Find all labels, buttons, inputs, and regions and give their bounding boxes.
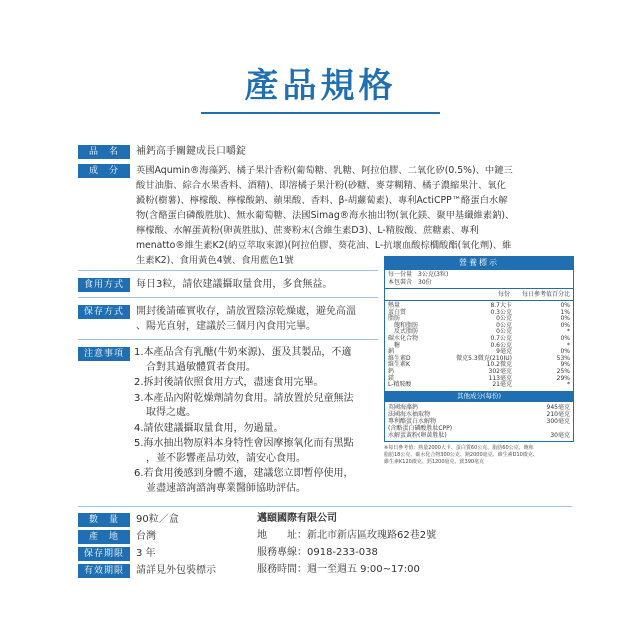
note-item: 5.海水抽出物原料本身特性會因摩擦氧化而有黑點 ，並不影響產品功效，請安心食用。 — [134, 438, 354, 464]
note-item: 1.本產品含有乳醣(牛奶來源)、蛋及其製品，不適 合對其過敏體質者食用。 — [134, 347, 352, 373]
title-underline — [201, 112, 440, 114]
divider — [78, 506, 572, 507]
other-ingredient-row: 水解蛋黃粉(卵黃胜肽) 30毫克 — [388, 431, 570, 439]
company-hours: 服務時間：週一至週五 9:00~17:00 — [257, 564, 420, 575]
label-expiry: 有效期限 — [78, 564, 130, 578]
storage-text — [136, 304, 376, 334]
ingredients-line: 物(含酪蛋白磷酸胜肽)、無水葡萄糖、法國Simag®海水抽出物(氧化鎂、聚甲基纖維素鈉)、 — [136, 210, 515, 221]
ingredients-text — [136, 163, 606, 268]
storage-line: 開封後請確實收存，請放置陰涼乾燥處，避免高溫 — [136, 306, 356, 317]
note-item: 3.本產品內附乾燥劑請勿食用。請放置於兒童無法 取得之處。 — [134, 392, 354, 418]
nutrition-header: 營養標示 — [384, 256, 574, 270]
nutrition-row: 蛋白質 0.3公克 1% — [388, 308, 570, 316]
nutrition-row: L-精胺酸 21毫克 * — [388, 381, 570, 389]
ingredients-line: 酸甘油脂、綜合水果香料、酒精)、即溶橘子果汁粉(砂糖、麥芽糊精、橘子濃縮果汁、氧化 — [136, 180, 506, 191]
ingredients-line: 檸檬酸、水解蛋黃粉(卵黃胜肽)、蔗麥粉末(含維生素D3)、L-精胺酸、蔗糖素、專利 — [136, 225, 479, 236]
nutrition-table — [384, 301, 574, 391]
label-notes: 注意事項 — [78, 347, 130, 361]
ingredients-line: 英國Aqumin®海藻鈣、橘子果汁香粉(葡萄糖、乳糖、阿拉伯膠、二氧化矽(0.5%)、中鏈三 — [136, 165, 513, 176]
other-ingredient-row: (含酪蛋白磷酸胜肽CPP) — [388, 424, 453, 432]
label-storage: 保存方式 — [78, 305, 130, 319]
ingredients-line: menatto®維生素K2(納豆萃取來源)(阿拉伯膠、葵花油、L-抗壞血酸棕櫚酸酯(氧化劑)、維 — [136, 240, 512, 251]
label-ingredients: 成 分 — [78, 164, 130, 178]
other-ingredient-row: 英國海藻鈣 945毫克 — [388, 403, 570, 411]
note-item: 6.若食用後感到身體不適，建議您立即暫停使用， 並盡速諮詢諮詢專業醫師協助評估。 — [134, 468, 354, 494]
usage-text: 每日3粒，請依建議攝取量食用，多食無益。 — [136, 279, 333, 290]
nutrition-panel — [384, 256, 574, 466]
storage-line: 、陽光直射，建議於三個月內食用完畢。 — [136, 321, 316, 332]
nutrition-serving: 每一份量 3公克(3粒) 本包裝含 30份 — [384, 270, 574, 289]
nutrition-row: 鈉 9毫克 0% — [388, 348, 570, 356]
divider — [78, 270, 378, 271]
nutrition-columns — [384, 289, 574, 301]
quantity-value: 90粒／盒 — [136, 514, 179, 525]
company-phone: 服務專線：0918-233-038 — [257, 547, 378, 558]
other-ingredient-row: 專利酪蛋白水解物 300毫克 — [388, 417, 570, 425]
nutrition-row: 糖 0.6公克 * — [394, 341, 570, 349]
company-address: 地 址：新北市新店區玫瑰路62巷2號 — [257, 530, 437, 541]
other-ingredient-row: 法國海水抽取物 210毫克 — [388, 410, 570, 418]
expiry-value: 請詳見外包裝標示 — [136, 565, 216, 576]
label-product-name: 品 名 — [78, 145, 130, 159]
label-quantity: 數 量 — [78, 513, 130, 527]
divider — [78, 297, 378, 298]
product-name: 補鈣高手關鍵成長口嚼錠 — [136, 146, 246, 157]
nutrition-row: 維生素D 微克5.3微克(210IU) 53% — [388, 354, 570, 362]
company-name: 邁頤國際有限公司 — [257, 513, 337, 524]
nutrition-row: 維生素K 10.2微克 9% — [388, 361, 570, 369]
note-item: 2.拆封後請依照食用方式，盡速食用完畢。 — [134, 377, 324, 388]
shelf-life-value: 3 年 — [136, 548, 156, 559]
divider — [78, 339, 378, 340]
nutrition-row: 鎂 113毫克 29% — [388, 374, 570, 382]
nutrition-row: 碳水化合物 0.7公克 0% — [388, 334, 570, 342]
col-per-serving: 每份 — [497, 291, 510, 298]
label-usage: 食用方式 — [78, 278, 130, 292]
other-ingredients-header: 其他成分(每份) — [384, 391, 574, 402]
other-ingredients-table — [384, 402, 574, 442]
nutrition-footnote: ※每日參考值：熱量2000大卡、蛋白質60公克、脂肪60公克、飽和 脂肪18公克、碳水化合物300公克、鈉2000毫克、維生素D10微克、 維生素K120微克、鈣1200毫克、鎂390毫克 — [384, 444, 538, 465]
note-item: 4.請依建議攝取量食用，勿過量。 — [134, 422, 284, 434]
ingredients-line: 生素K2)、食用黃色4號、食用藍色1號 — [136, 255, 294, 266]
nutrition-row: 飽和脂肪 0公克 0% — [394, 321, 570, 329]
ingredients-line: 澱粉(樹薯)、檸檬酸、檸檬酸鈉、蘋果酸、香料、β-胡蘿蔔素)、專利ActiCPP™酪蛋白水解 — [136, 195, 508, 206]
origin-value: 台灣 — [136, 531, 156, 542]
label-shelf-life: 保存期限 — [78, 547, 130, 561]
nutrition-row: 脂肪 0公克 0% — [388, 315, 570, 323]
nutrition-row: 熱量 8.7大卡 0% — [388, 302, 570, 309]
col-daily-pct: 每日參考值百分比 — [521, 291, 570, 298]
page-title: 產品規格 — [244, 66, 397, 106]
nutrition-row: 鈣 302毫克 25% — [388, 367, 570, 375]
notes-list — [134, 346, 374, 497]
nutrition-row: 反式脂肪 0公克 * — [394, 328, 570, 336]
label-origin: 產 地 — [78, 530, 130, 544]
